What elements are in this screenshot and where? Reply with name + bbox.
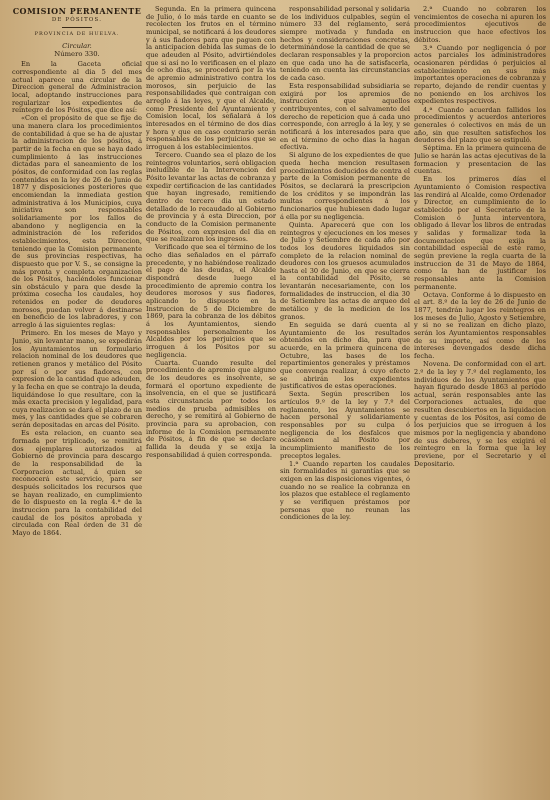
paragraph: Es esta relacion, en cuanto sea formada por triplicado, se remitirá dos ejemplares autorizados al Gobierno de provincia para descargo de la responsabilidad de la Corporacion actual, á quien se reconocerá este servicio, para ser después solicitados los recursos que se hayan realizado, en cumplimiento de lo dispuesto en la regla 4.ª de la instruccion para la contabilidad del caudal de los pósitos aprobada y circulada con Real órden de 31 de Mayo de 1864.: [12, 429, 142, 537]
paragraph: Esta responsabilidad subsidiaria se exigirá por los apremios de instruccion que aquellos contribuyentes, con el salvamento del derecho de repeticion que á cada uno corresponde, con arreglo á la ley, y se notificará á los interesados para que en el término de ocho dias la hagan efectiva.: [280, 82, 410, 152]
paragraph: Primero. En los meses de Mayo y Junio, sin levantar mano, se expedirán los Ayuntamientos un formulario relacion nominal de los deudores que retienen granos y metálico del Pósito por sí o por sus fiadores, con expresion de la cantidad que adeuden, y la fecha en que se contrajo la deuda, liquidándose lo que resultare, con la más exacta precision y legalidad, para cuya realizacion se dará el plazo de un mes, y las cantidades que se cobraren serán depositadas en arcas del Pósito.: [12, 329, 142, 430]
paragraph: Cuarta. Cuando resulte del procedimiento de apremio que alguno de los deudores es insolvente, se formará el oportuno expediente de insolvencia, en el que se justificará esta circunstancia por todos los medios de prueba admisibles en derecho, y se remitirá al Gobierno de provincia para su aprobacion, con informe de la Comision permanente de Pósitos, á fin de que se declare fallida la deuda y se exija la responsabilidad á quien corresponda.: [146, 358, 276, 459]
paragraph: Octava. Conforme á lo dispuesto en el art. 8.º de la ley de 26 de Junio de 1877, tendrán lugar los reintegros en los meses de Julio, Agosto y Setiembre, y si no se realizan en dicho plazo, serán los Ayuntamientos responsables de su importe, así como de los intereses devengados desde dicha fecha.: [414, 290, 546, 361]
section-label: Circular.: [62, 41, 92, 50]
notice-subtitle: DE PÓSITOS.: [51, 16, 103, 23]
paragraph: 4.ª Cuando acuerdan fallidos los procedimientos y acuerdos anteriores generales ó colectivos en más de un año, sin que resulten satisfechos los deudores del plazo que se estipuló.: [414, 105, 546, 145]
notice-title: COMISION PERMANENTE: [12, 6, 142, 16]
paragraph: 1.ª Cuando reparten los caudales sin formalidades ni garantías que se exigen en las disposiciones vigentes, ó cuando no se realice la cobranza en los plazos que establece el reglamento y se verifiquen préstamos por personas que no reunan las condiciones de la ley.: [280, 459, 410, 522]
paragraph: Si alguno de los expedientes de que queda hecha mencion resultasen procedimientos deducidos de contra el parte de la Comision permanente de Pósitos, se declarará la prescripcion de los créditos y se impondrán las multas correspondientes á los funcionarios que hubiesen dado lugar á ella por su negligencia.: [280, 151, 410, 221]
circular-number: Número 330.: [54, 49, 100, 58]
column-1: [12, 6, 142, 794]
column-2: [146, 6, 276, 794]
paragraph: responsabilidad personal y solidaria de los individuos culpables, según el número 33 del reglamento, será siempre motivada y fundada en hechos y consideraciones concretas, determinándose la cantidad de que se declaran responsables y la proporcion en que cada uno ha de satisfacerla, teniendo en cuenta las circunstancias de cada caso.: [280, 6, 410, 82]
paragraph: Verificado que sea el término de los ocho dias señalados en el párrafo precedente, y no habiéndose realizado el pago de las deudas, el Alcalde dispondrá desde luego el procedimiento de apremio contra los deudores morosos y sus fiadores, aplicando lo dispuesto en la Instruccion de 5 de Diciembre de 1869, para la cobranza de los débitos á los Ayuntamientos, siendo responsables personalmente los Alcaldes por los perjuicios que se irroguen á los Pósitos por su negligencia.: [146, 243, 276, 359]
paragraph: En la Gaceta oficial correspondiente al dia 5 del mes actual aparece una circular de la Direccion general de Administracion local, adoptando instrucciones para regularizar los expedientes de reintegro de los Pósitos, que dice así:: [12, 60, 142, 115]
paragraph: En seguida se dará cuenta al Ayuntamiento de los resultados obtenidos en dicho dia, para que acuerde, en la primera quincena de Octubre, las bases de los repartimientos generales y préstamos que convenga realizar, á cuyo efecto se abrirán los expedientes justificativos de estas operaciones.: [280, 320, 410, 391]
paragraph: Séptima. En la primera quincena de Julio se harán las actas ejecutivas de la formacion y presentacion de las cuentas.: [414, 144, 546, 176]
column-3: [280, 6, 410, 794]
province-label: PROVINCIA DE HUELVA.: [34, 31, 120, 38]
column-4: [414, 6, 546, 794]
paragraph: Quinta. Aparecerá que con los reintegros y ejecuciones en los meses de Julio y Setiembre de cada año por todos los deudores liquidados sin completo de la relacion nominal de deudores con los gruesos acumulados hasta el 30 de Junio, en que se cierra la contabilidad del Pósito, se levantarán necesariamente, con los formalidades de instruccion, el dia 30 de Setiembre las actas de arqueo del metálico y de la medicion de los granos.: [280, 220, 410, 321]
paragraph: Tercero. Cuando sea el plazo de los reintegros voluntarios, será obligacion ineludible de la Intervencion del Pósito levantar las actas de cobranza y expedir certificacion de las cantidades que hayan ingresado, remitiendo dentro de tercero dia un estado detallado de lo recaudado al Gobierno de provincia y á esta Direccion, por conducto de la Comision permanente de Pósitos, con expresion del dia en que se realizaron los ingresos.: [146, 150, 276, 244]
notice-header: [12, 8, 142, 58]
paragraph: Segunda. En la primera quincena de Julio, ó lo más tarde en cuanto se recolecten los frutos en el término municipal, se notificará á los deudores y á sus fiadores para que paguen con la anticipacion debida las sumas de lo que adeuden al Pósito, advirtiéndoles que si así no lo verificasen en el plazo de ocho dias, se procederá por la via de apremio administrativo contra los morosos, sin perjuicio de las responsabilidades que contraigan con arreglo á las leyes, y que el Alcalde, como Presidente del Ayuntamiento y Comision local, los señalará á los interesados en el término de dos dias y hora y que en caso contrario serán responsables de los perjuicios que se irroguen á los establecimientos.: [146, 6, 276, 151]
paragraph: 2.ª Cuando no cobraren los vencimientos de cosecha ni apuren los procedimientos ejecutivos de instruccion que hace efectivos los débitos.: [414, 6, 546, 44]
paragraph: Sexta. Según prescriben los artículos 9.º de la ley y 7.º del reglamento, los Ayuntamientos se hacen personal y solidariamente responsables por su culpa ó negligencia de los desfalcos que ocasionen al Pósito por incumplimiento manifiesto de los preceptos legales.: [280, 390, 410, 460]
paragraph: En los primeros días el Ayuntamiento ó Comision respectiva las rendirá al Alcalde, como Ordenador y Director, en cumplimiento de lo establecido por el Secretario de la Comision ó Junta interventora, obligado á llevar los libros de entradas y salidas y formalizar toda la documentacion que exija la contabilidad especial de este ramo, según previene la regla cuarta de la instruccion de 31 de Mayo de 1864, como la han de justificar los responsables ante la Comision permanente.: [414, 175, 546, 291]
paragraph: «Con el propósito de que se fije de una manera clara los procedimientos de contabilidad á que se ha de ajustar la administracion de los pósitos, á partir de la fecha en que se haya dado cumplimiento á las instrucciones dictadas para el saneamiento de los pósitos, de conformidad con las reglas contenidas en la ley de 26 de Junio de 1877 y disposiciones posteriores que encomiendan la inmediata gestion administrativa á los Municipios, cuya iniciativa son responsables solidariamente por los fallos de abandono y negligencia en la administracion de los referidos establecimientos, esta Direccion, teniendo que la Comision permanente de sus provincias respectivas, ha dispuesto que por V. S., se consigne la más pronta y completa organizacion de los Pósitos, haciéndoles funcionar sin obstáculo y para que desde la próxima cosecha los caudales, hoy retenidos en poder de deudores morosos, puedan volver á destinarse en beneficio de los labradores, y con arreglo á las siguientes reglas:: [12, 114, 142, 330]
header-divider: [62, 27, 92, 28]
paragraph: Novena. De conformidad con el art. 2.º de la ley y 7.º del reglamento, los individuos de los Ayuntamientos que hayan figurado desde 1863 al período actual, serán responsables ante las Corporaciones actuales, de que resulten descubiertos en la liquidacion y cuentas de los Pósitos, así como de los perjuicios que se irroguen á los mismos por la negligencia y abandono de sus deberes, y se les exigirá el reintegro en la forma que la ley previene, por el Secretario y el Depositario.: [414, 360, 546, 468]
paragraph: 3.ª Cuando por negligencia ó por actos parciales los administradores ocasionaren pérdidas ó perjuicios al establecimiento en sus más importantes operaciones de cobranza y reparto, dejando de rendir cuentas y no poniendo en los archivos los expedientes respectivos.: [414, 43, 546, 106]
